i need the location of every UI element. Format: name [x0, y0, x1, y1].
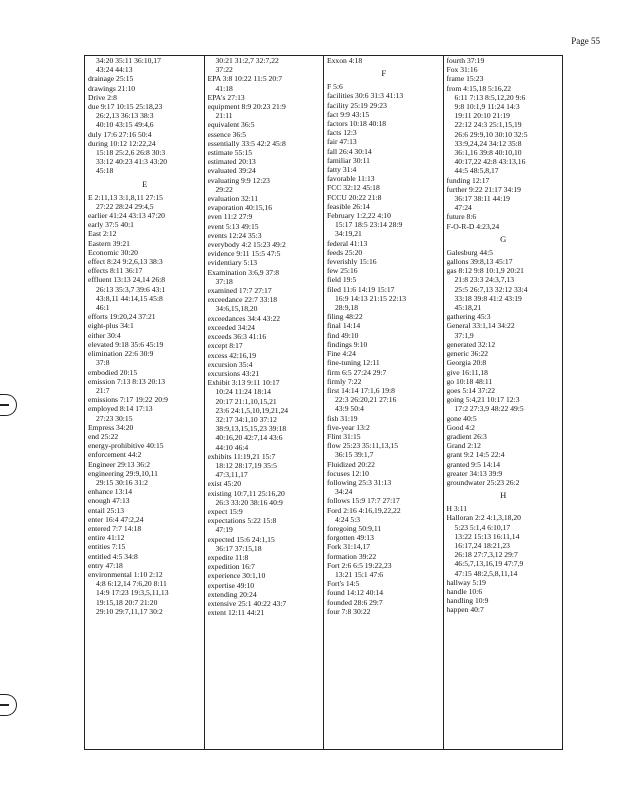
index-entry-continuation: 26:13 35:3,7 39:6 43:1 — [96, 284, 166, 294]
index-entry-continuation: 47:19 — [215, 525, 233, 535]
index-entry: emission 7:13 8:13 20:13 — [88, 376, 165, 386]
index-entry: happen 40:7 — [446, 605, 484, 615]
index-entry: duly 17:6 27:16 50:4 — [88, 129, 152, 139]
index-entry: except 8:17 — [207, 341, 243, 351]
index-entry: foregoing 50:9,11 — [327, 523, 382, 533]
index-entry: exhibits 11:19,21 15:7 — [207, 451, 276, 461]
index-entry-continuation: 32:17 34:1,10 37:12 — [215, 414, 277, 424]
index-entry: H 3:11 — [446, 504, 468, 514]
index-entry-continuation: 29:22 — [215, 184, 233, 194]
index-entry: Grand 2:12 — [446, 441, 481, 451]
index-entry-continuation: 33:9,24,24 34:12 35:8 — [454, 138, 522, 148]
index-entry: fourth 37:19 — [446, 56, 485, 65]
index-entry: favorable 11:13 — [327, 174, 375, 184]
index-entry: enter 16:4 47:2,24 — [88, 514, 144, 524]
index-entry-continuation: 21:7 — [96, 385, 110, 395]
index-entry-continuation: 26:3 33:20 38:16 40:9 — [215, 497, 283, 507]
index-entry-continuation: 16:17,24 18:21,23 — [454, 540, 510, 550]
index-entry: Fox 31:16 — [446, 65, 478, 75]
index-entry-continuation: 34:6,15,18,20 — [215, 304, 258, 314]
index-entry-continuation: 5:23 5:1,4 6:10,17 — [454, 522, 511, 532]
index-entry: flow 25:23 35:11,13,15 — [327, 441, 399, 451]
section-letter: H — [500, 490, 507, 501]
index-entry: elevated 9:18 35:6 45:19 — [88, 339, 164, 349]
index-entry: elimination 22:6 30:9 — [88, 349, 154, 359]
index-entry: evidence 9:11 15:5 47:5 — [207, 249, 281, 259]
index-entry: give 16:11,18 — [446, 367, 488, 377]
index-entry-continuation: 19:11 20:10 21:19 — [454, 111, 510, 121]
index-entry: from 4:15,18 5:16,22 — [446, 83, 512, 93]
index-entry-continuation: 37:18 — [215, 276, 233, 286]
index-entry-continuation: 44:5 48:5,8,17 — [454, 166, 499, 176]
index-entry: final 14:14 — [327, 321, 361, 331]
index-entry: fine-tuning 12:11 — [327, 358, 380, 368]
index-entry: filed 11:6 14:19 15:17 — [327, 284, 395, 294]
index-entry: formation 39:22 — [327, 551, 377, 561]
index-entry-continuation: 33:12 40:23 41:3 43:20 — [96, 157, 168, 167]
index-entry-continuation: 20:17 21:1,10,15,21 — [215, 396, 277, 406]
index-entry-continuation: 40:17,22 42:8 43:13,16 — [454, 157, 526, 167]
index-entry-continuation: 10:24 11:24 18:14 — [215, 387, 271, 397]
index-entry-continuation: 29:15 30:16 31:2 — [96, 477, 148, 487]
index-entry-continuation: 26:2,13 36:13 38:3 — [96, 111, 154, 121]
index-entry: early 37:5 40:1 — [88, 220, 134, 230]
index-entry-continuation: 37:8 — [96, 358, 110, 368]
index-entry: expected 15:6 24:1,15 — [207, 534, 275, 544]
index-entry-continuation: 22:12 24:3 25:1,15,19 — [454, 120, 522, 130]
index-entry: evaluation 32:11 — [207, 194, 259, 204]
index-entry: follows 15:9 17:7 27:17 — [327, 496, 400, 506]
index-entry: groundwater 25:23 26:2 — [446, 477, 520, 487]
index-entry: five-year 13:2 — [327, 422, 370, 432]
index-entry: F-O-R-D 4:23,24 — [446, 221, 500, 231]
index-entry-continuation: 26:18 27:7,3,12 29:7 — [454, 550, 518, 560]
index-entry-continuation: 34:19,21 — [335, 229, 362, 239]
index-entry: February 1:2,22 4:10 — [327, 211, 391, 221]
index-entry: exceedances 34:4 43:22 — [207, 313, 281, 323]
index-entry-continuation: 46:5,7,13,16,19 47:7,9 — [454, 559, 524, 569]
index-entry: everybody 4:2 15:23 49:2 — [207, 240, 286, 250]
index-entry: employed 8:14 17:13 — [88, 404, 153, 414]
index-entry-continuation: 23:6 24:1,5,10,19,21,24 — [215, 405, 289, 415]
index-entry: events 12:24 35:3 — [207, 230, 262, 240]
index-entry: go 10:18 48:11 — [446, 376, 493, 386]
index-entry-continuation: 15:17 18:5 23:14 28:9 — [335, 220, 403, 230]
index-entry: feasible 26:14 — [327, 201, 370, 211]
index-entry-continuation: 14:9 17:23 19:3,5,11,13 — [96, 588, 169, 598]
index-entry: generic 36:22 — [446, 349, 489, 359]
index-entry: extent 12:11 44:21 — [207, 608, 265, 618]
index-entry: granted 9:5 14:14 — [446, 459, 501, 469]
index-entry: expertise 49:10 — [207, 580, 255, 590]
section-letter: E — [142, 178, 148, 189]
index-entry: Economic 30:20 — [88, 247, 138, 257]
index-entry-continuation: 34:20 35:11 36:10,17 — [96, 56, 161, 65]
index-column-4 — [444, 56, 563, 749]
index-entry-continuation: 29:10 29:7,11,17 30:2 — [96, 606, 163, 616]
index-entry-continuation: 22:3 26:20,21 27:16 — [335, 395, 397, 405]
index-column-1 — [85, 56, 205, 749]
index-entry: fall 26:4 30:14 — [327, 146, 372, 156]
index-entry: Georgia 20:8 — [446, 358, 487, 368]
index-entry: excess 42:16,19 — [207, 350, 257, 360]
index-entry: Ford 2:16 4:16,19,22,22 — [327, 505, 401, 515]
index-entry-continuation: 27:23 30:15 — [96, 413, 133, 423]
index-entry: due 9:17 10:15 25:18,23 — [88, 102, 163, 112]
index-entry: following 25:3 31:13 — [327, 477, 392, 487]
index-entry-continuation: 41:18 — [215, 83, 233, 93]
index-entry: evaluating 9:9 12:23 — [207, 175, 270, 185]
index-entry: future 8:6 — [446, 212, 477, 222]
index-entry: funding 12:17 — [446, 175, 490, 185]
hole-punch-mark-bottom — [0, 694, 22, 716]
index-entry-continuation: 34:24 — [335, 487, 353, 497]
index-entry-continuation: 36:15 39:1,7 — [335, 450, 374, 460]
index-entry: facility 25:19 29:23 — [327, 100, 387, 110]
index-entry-continuation: 21:11 — [215, 111, 233, 121]
index-entry: event 5:13 49:15 — [207, 221, 259, 231]
index-entry: efforts 19:20,24 37:21 — [88, 312, 156, 322]
index-entry-continuation: 19:15,18 20:7 21:20 — [96, 597, 158, 607]
index-entry: Good 4:2 — [446, 422, 475, 432]
index-entry-continuation: 13:21 15:1 47:6 — [335, 569, 384, 579]
index-entry: drawings 21:10 — [88, 83, 136, 93]
index-entry: Flint 31:15 — [327, 431, 361, 441]
index-entry: Halloran 2:2 4:1,3,18,20 — [446, 513, 521, 523]
index-entry-continuation: 47:24 — [454, 203, 472, 213]
index-entry: entitled 4:5 34:8 — [88, 551, 138, 561]
index-entry-continuation: 40:10 43:15 49:4,6 — [96, 120, 154, 130]
page-number: Page 55 — [571, 36, 600, 46]
index-entry-continuation: 43:24 44:13 — [96, 65, 133, 75]
index-entry: filing 48:22 — [327, 312, 363, 322]
index-entry-continuation: 15:18 25:2,6 26:8 30:3 — [96, 148, 166, 158]
index-entry: evaporation 40:15,16 — [207, 203, 273, 213]
index-entry-continuation: 45:18,21 — [454, 303, 482, 313]
index-entry: estimate 55:15 — [207, 148, 252, 158]
index-entry: effect 8:24 9:2,6,13 38:3 — [88, 257, 163, 267]
index-entry-continuation: 47:15 48:2,5,8,11,14 — [454, 568, 518, 578]
index-entry-continuation: 6:11 7:13 8:5,12,20 9:6 — [454, 92, 526, 102]
index-entry: East 2:12 — [88, 229, 117, 239]
index-entry: greater 34:13 39:9 — [446, 468, 503, 478]
index-entry: exceeded 34:24 — [207, 322, 255, 332]
index-entry-continuation: 21:8 23:3 24:3,7,13 — [454, 275, 514, 285]
index-entry-continuation: 27:22 28:24 29:4,5 — [96, 201, 154, 211]
index-entry: grant 9:2 14:5 22:4 — [446, 450, 505, 460]
index-entry-continuation: 16:9 14:13 21:15 22:13 — [335, 293, 407, 303]
index-entry: fact 9:9 43:15 — [327, 109, 370, 119]
index-entry: evaluated 39:24 — [207, 166, 256, 176]
index-entry: founded 28:6 29:7 — [327, 597, 383, 607]
index-entry: Empress 34:20 — [88, 422, 134, 432]
index-entry: expectations 5:22 15:8 — [207, 516, 277, 526]
index-entry: exist 45:20 — [207, 479, 242, 489]
index-entry: field 19:5 — [327, 275, 357, 285]
index-entry: further 9:22 21:17 34:19 — [446, 184, 521, 194]
index-entry: Fluidized 20:22 — [327, 459, 375, 469]
index-entry-continuation: 37:1,9 — [454, 330, 474, 340]
index-entry: examined 17:7 27:17 — [207, 286, 272, 296]
index-entry: federal 41:13 — [327, 238, 368, 248]
index-entry-continuation: 44:10 46:4 — [215, 442, 249, 452]
index-entry: exceedance 22:7 33:18 — [207, 295, 278, 305]
index-entry: goes 5:14 37:22 — [446, 385, 496, 395]
index-entry-continuation: 38:9,13,15,15,23 39:18 — [215, 424, 287, 434]
index-entry: forgotten 49:13 — [327, 533, 374, 543]
index-entry-continuation: 36:1,16 39:8 40:10,10 — [454, 148, 522, 158]
index-entry: evidentiary 5:13 — [207, 258, 258, 268]
index-entry: handle 10:6 — [446, 586, 483, 596]
index-entry: EPA 3:8 10:22 11:5 20:7 — [207, 74, 283, 84]
index-entry: firmly 7:22 — [327, 376, 362, 386]
index-entry: F 5:6 — [327, 82, 343, 92]
index-entry: find 49:10 — [327, 330, 359, 340]
index-entry: first 14:14 17:1,6 19:8 — [327, 385, 395, 395]
index-entry: energy-prohibitive 40:15 — [88, 441, 164, 451]
index-entry: gathering 45:3 — [446, 312, 491, 322]
index-entry: eight-plus 34:1 — [88, 321, 134, 331]
index-entry: factors 10:18 40:18 — [327, 119, 387, 129]
hole-punch-mark-top — [0, 394, 22, 416]
index-entry: Exxon 4:18 — [327, 56, 363, 65]
index-entry: feverishly 15:16 — [327, 257, 377, 267]
index-entry: Galesburg 44:5 — [446, 247, 493, 257]
index-entry: entities 7:15 — [88, 542, 126, 552]
index-entry: Fine 4:24 — [327, 349, 356, 359]
index-entry-continuation: 9:8 10:1,9 11:24 14:3 — [454, 102, 520, 112]
index-entry: even 11:2 27:9 — [207, 212, 253, 222]
index-column-3 — [324, 56, 444, 749]
index-column-2 — [205, 56, 325, 749]
index-entry: generated 32:12 — [446, 339, 496, 349]
index-entry: Fork 31:14,17 — [327, 542, 371, 552]
index-entry: entire 41:12 — [88, 533, 125, 543]
index-entry: feeds 25:20 — [327, 247, 363, 257]
section-letter: G — [500, 233, 507, 244]
index-entry: General 33:1,14 34:22 — [446, 321, 515, 331]
index-entry: expedition 16:7 — [207, 562, 255, 572]
index-entry-continuation: 37:22 — [215, 65, 233, 75]
index-entry-continuation: 4:24 5:3 — [335, 514, 361, 524]
index-entry: frame 15:23 — [446, 74, 484, 84]
index-entry: Exhibit 3:13 9:11 10:17 — [207, 378, 280, 388]
index-entry: either 30:4 — [88, 330, 121, 340]
index-entry: existing 10:7,11 25:16,20 — [207, 488, 285, 498]
index-entry: Fort's 14:5 — [327, 579, 360, 589]
index-entry: drainage 25:15 — [88, 74, 134, 84]
index-entry: Engineer 29:13 36:2 — [88, 459, 151, 469]
index-entry: experience 30:1,10 — [207, 571, 266, 581]
index-entry: Drive 2:8 — [88, 92, 117, 102]
index-entry: fatty 31:4 — [327, 165, 357, 175]
index-entry: firm 6:5 27:24 29:7 — [327, 367, 387, 377]
index-entry-continuation: 36:17 37:15,18 — [215, 543, 262, 553]
index-entry-continuation: 47:3,11,17 — [215, 470, 248, 480]
index-entry: FCC 32:12 45:18 — [327, 183, 380, 193]
index-entry: embodied 20:15 — [88, 367, 138, 377]
index-entry-continuation: 30:21 31:2,7 32:7,22 — [215, 56, 279, 65]
index-entry: EPA's 27:13 — [207, 92, 245, 102]
index-entry: essence 36:5 — [207, 129, 247, 139]
index-entry: gas 8:12 9:8 10:1,9 20:21 — [446, 266, 524, 276]
index-entry: facts 12:3 — [327, 128, 357, 138]
index-entry: end 25:22 — [88, 431, 119, 441]
index-entry: expect 15:9 — [207, 506, 243, 516]
index-entry-continuation: 13:22 15:13 16:11,14 — [454, 531, 520, 541]
index-entry: extensive 25:1 40:22 43:7 — [207, 598, 287, 608]
index-entry: engineering 29:9,10,11 — [88, 468, 158, 478]
index-entry: E 2:11,13 3:1,8,11 27:15 — [88, 192, 163, 202]
index-entry: handling 10:9 — [446, 596, 489, 606]
index-entry: extending 20:24 — [207, 589, 257, 599]
index-entry-continuation: 4:8 6:12,14 7:6,20 8:11 — [96, 579, 167, 589]
index-entry: fair 47:13 — [327, 137, 357, 147]
index-entry-continuation: 28:9,18 — [335, 303, 358, 313]
index-entry: estimated 20:13 — [207, 157, 256, 167]
index-entry: FCCU 20:22 21:8 — [327, 192, 382, 202]
index-entry: gone 40:5 — [446, 413, 477, 423]
index-entry: found 14:12 40:14 — [327, 588, 384, 598]
index-entry: expedite 11:8 — [207, 552, 249, 562]
index-entry: Eastern 39:21 — [88, 238, 130, 248]
index-entry: enhance 13:14 — [88, 487, 133, 497]
index-entry: gallons 39:8,13 45:17 — [446, 257, 513, 267]
index-entry: earlier 41:24 43:13 47:20 — [88, 211, 165, 221]
index-entry-continuation: 26:6 29:9,10 30:10 32:5 — [454, 129, 528, 139]
index-entry: four 7:8 30:22 — [327, 606, 371, 616]
index-entry-continuation: 17:2 27:3,9 48:22 49:5 — [454, 404, 524, 414]
index-entry: Fort 2:6 6:5 19:22,23 — [327, 560, 392, 570]
index-entry: going 5:4,21 10:17 12:3 — [446, 395, 520, 405]
index-entry: excursion 35:4 — [207, 359, 253, 369]
index-entry: findings 9:10 — [327, 339, 368, 349]
index-entry: equipment 8:9 20:23 21:9 — [207, 102, 286, 112]
section-letter: F — [381, 68, 387, 79]
index-entry-continuation: 43:8,11 44:14,15 45:8 — [96, 293, 163, 303]
index-entry: entered 7:7 14:18 — [88, 523, 142, 533]
index-entry: excursions 43:21 — [207, 368, 260, 378]
word-index-table — [84, 55, 563, 750]
index-entry: essentially 33:5 42:2 45:8 — [207, 138, 286, 148]
index-entry: effects 8:11 36:17 — [88, 266, 143, 276]
index-entry: during 10:12 12:22,24 — [88, 138, 156, 148]
index-entry: few 25:16 — [327, 266, 358, 276]
index-entry: exceeds 36:3 41:16 — [207, 332, 267, 342]
index-entry-continuation: 33:18 39:8 41:2 43:19 — [454, 293, 522, 303]
index-entry: effluent 13:13 24,14 26:8 — [88, 275, 166, 285]
index-entry-continuation: 46:1 — [96, 303, 110, 313]
index-entry: equivalent 36:5 — [207, 120, 255, 130]
index-entry: focuses 12:10 — [327, 468, 369, 478]
index-entry-continuation: 36:17 38:11 44:19 — [454, 194, 510, 204]
index-entry: enforcement 44:2 — [88, 450, 142, 460]
index-entry-continuation: 25:5 26:7,13 32:12 33:4 — [454, 284, 528, 294]
index-entry: entry 47:18 — [88, 560, 123, 570]
index-entry: fish 31:19 — [327, 413, 358, 423]
index-entry-continuation: 40:16,20 42:7,14 43:6 — [215, 433, 283, 443]
index-entry: emissions 7:17 19:22 20:9 — [88, 395, 168, 405]
index-entry: familiar 30:11 — [327, 155, 370, 165]
index-entry: enough 47:13 — [88, 496, 130, 506]
index-entry-continuation: 45:18 — [96, 166, 114, 176]
index-entry-continuation: 18:12 28:17,19 35:5 — [215, 460, 277, 470]
index-entry: hallway 5:19 — [446, 577, 486, 587]
index-entry: gradient 26:3 — [446, 431, 487, 441]
index-entry: facilities 30:6 31:3 41:13 — [327, 91, 404, 101]
index-entry-continuation: 43:9 50:4 — [335, 404, 364, 414]
index-entry: entail 25:13 — [88, 505, 125, 515]
index-entry: environmental 1:10 2:12 — [88, 569, 163, 579]
index-entry: Examination 3:6,9 37:8 — [207, 267, 279, 277]
